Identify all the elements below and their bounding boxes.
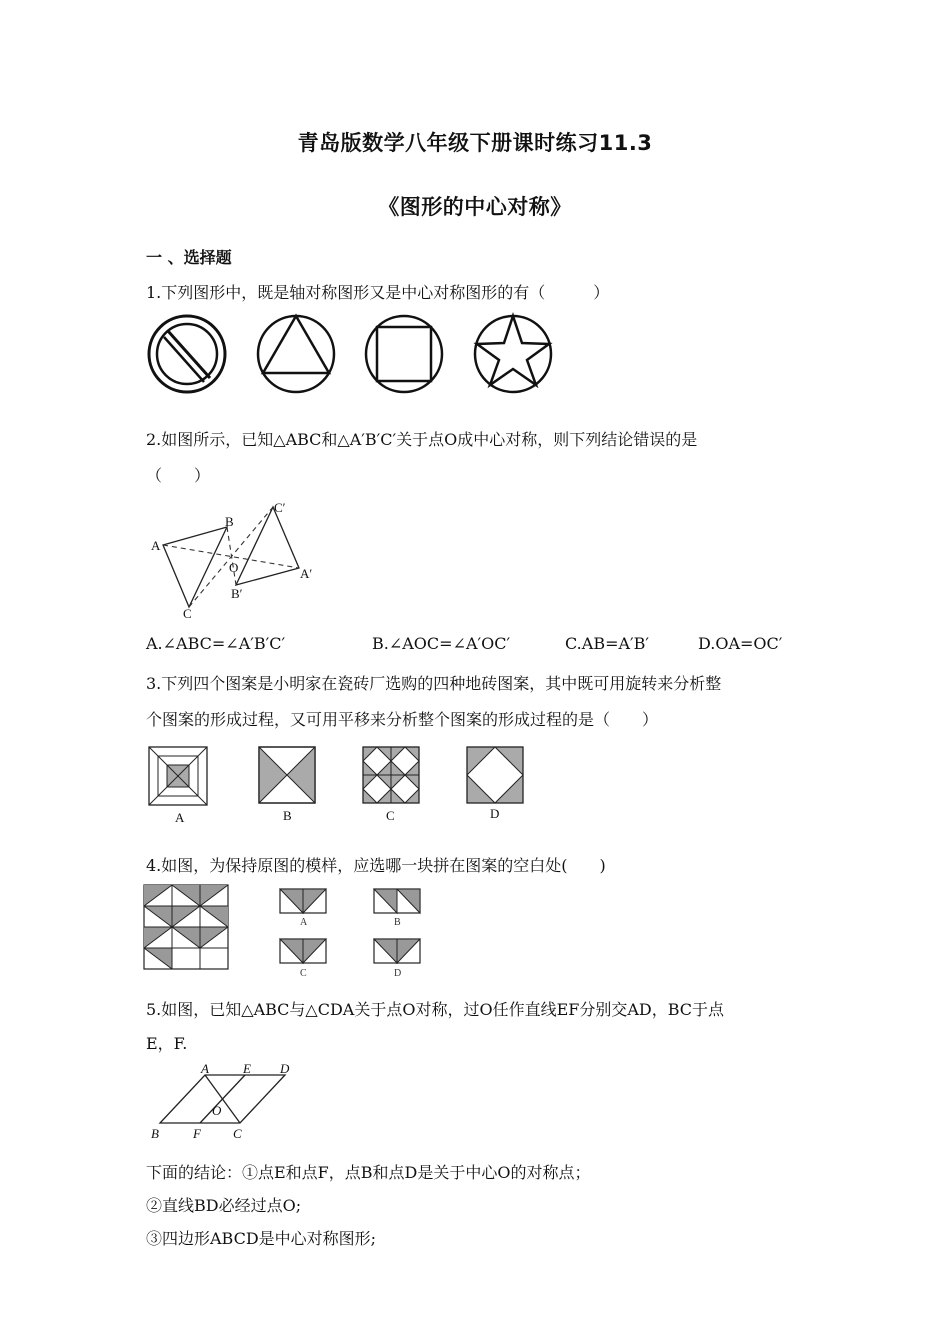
fig2-label-O: O xyxy=(229,560,239,575)
tile-d xyxy=(467,747,523,821)
question-4-figures xyxy=(143,884,433,979)
section-heading: 一 、选择题 xyxy=(146,248,232,267)
question-5-conclusion-3: ③四边形ABCD是中心对称图形; xyxy=(146,1229,377,1248)
tile-a xyxy=(149,747,207,825)
question-2-figure xyxy=(145,500,335,620)
question-5-conclusion-intro: 下面的结论：①点E和点F，点B和点D是关于中心O的对称点； xyxy=(146,1163,591,1182)
question-5-text-line2: E，F. xyxy=(146,1034,188,1053)
piece-c xyxy=(280,939,326,979)
fig5-label-D: D xyxy=(280,1061,290,1076)
piece-d-label: D xyxy=(394,968,402,979)
question-5-text-line1: 5.如图，已知△ABC与△CDA关于点O对称，过O任作直线EF分别交AD，BC于点 xyxy=(146,1000,725,1019)
circle-triangle-figure xyxy=(258,316,334,392)
page-subtitle: 《图形的中心对称》 xyxy=(378,195,572,219)
fig2-label-A: A xyxy=(151,538,161,553)
question-2-option-c: C.AB=A′B′ xyxy=(565,634,650,653)
tile-d-label: D xyxy=(490,806,500,821)
question-4-text: 4.如图，为保持原图的模样，应选哪一块拼在图案的空白处( ) xyxy=(146,856,606,875)
piece-a xyxy=(280,889,326,928)
question-3-text-line1: 3.下列四个图案是小明家在瓷砖厂选购的四种地砖图案，其中既可用旋转来分析整 xyxy=(146,674,722,693)
tile-c-label: C xyxy=(386,808,395,823)
fig2-label-B-prime: B′ xyxy=(231,586,243,601)
tile-b-label: B xyxy=(283,808,292,823)
question-2-option-a: A.∠ABC=∠A′B′C′ xyxy=(146,634,286,653)
fig2-label-C-prime: C′ xyxy=(274,500,286,515)
question-2-text-line2: （ ） xyxy=(146,466,211,485)
fig2-label-B: B xyxy=(225,514,234,529)
circle-square-figure xyxy=(366,316,442,392)
circle-star-figure xyxy=(475,316,551,392)
piece-a-label: A xyxy=(300,917,308,928)
fig5-label-A: A xyxy=(201,1061,209,1076)
fig2-label-A-prime: A′ xyxy=(300,566,313,581)
question-2-option-b: B.∠AOC=∠A′OC′ xyxy=(372,634,511,653)
fig5-label-E: E xyxy=(243,1061,251,1076)
fig5-label-B: B xyxy=(151,1126,159,1141)
question-3-figures xyxy=(145,745,535,830)
piece-d xyxy=(374,939,420,979)
question-5-figure xyxy=(145,1062,305,1142)
question-1-text: 1.下列图形中，既是轴对称图形又是中心对称图形的有（ ） xyxy=(146,283,610,302)
tile-c xyxy=(363,747,419,823)
tile-a-label: A xyxy=(175,810,185,825)
question-2-text-line1: 2.如图所示，已知△ABC和△A′B′C′关于点O成中心对称，则下列结论错误的是 xyxy=(146,430,698,449)
fig5-label-C: C xyxy=(233,1126,242,1141)
fig2-label-C: C xyxy=(183,606,192,621)
piece-c-label: C xyxy=(300,968,307,979)
question-5-conclusion-2: ②直线BD必经过点O; xyxy=(146,1196,302,1215)
tile-b xyxy=(259,747,315,823)
piece-b xyxy=(374,889,420,928)
page-title: 青岛版数学八年级下册课时练习11.3 xyxy=(297,131,653,155)
piece-b-label: B xyxy=(394,917,401,928)
fig5-label-F: F xyxy=(193,1126,201,1141)
question-3-text-line2: 个图案的形成过程，又可用平移来分析整个图案的形成过程的是（ ） xyxy=(146,710,659,729)
fig5-label-O: O xyxy=(212,1103,222,1118)
pattern-grid xyxy=(144,885,228,969)
circle-slash-figure xyxy=(149,316,225,392)
question-2-option-d: D.OA=OC′ xyxy=(698,634,783,653)
question-1-figures xyxy=(140,312,570,402)
